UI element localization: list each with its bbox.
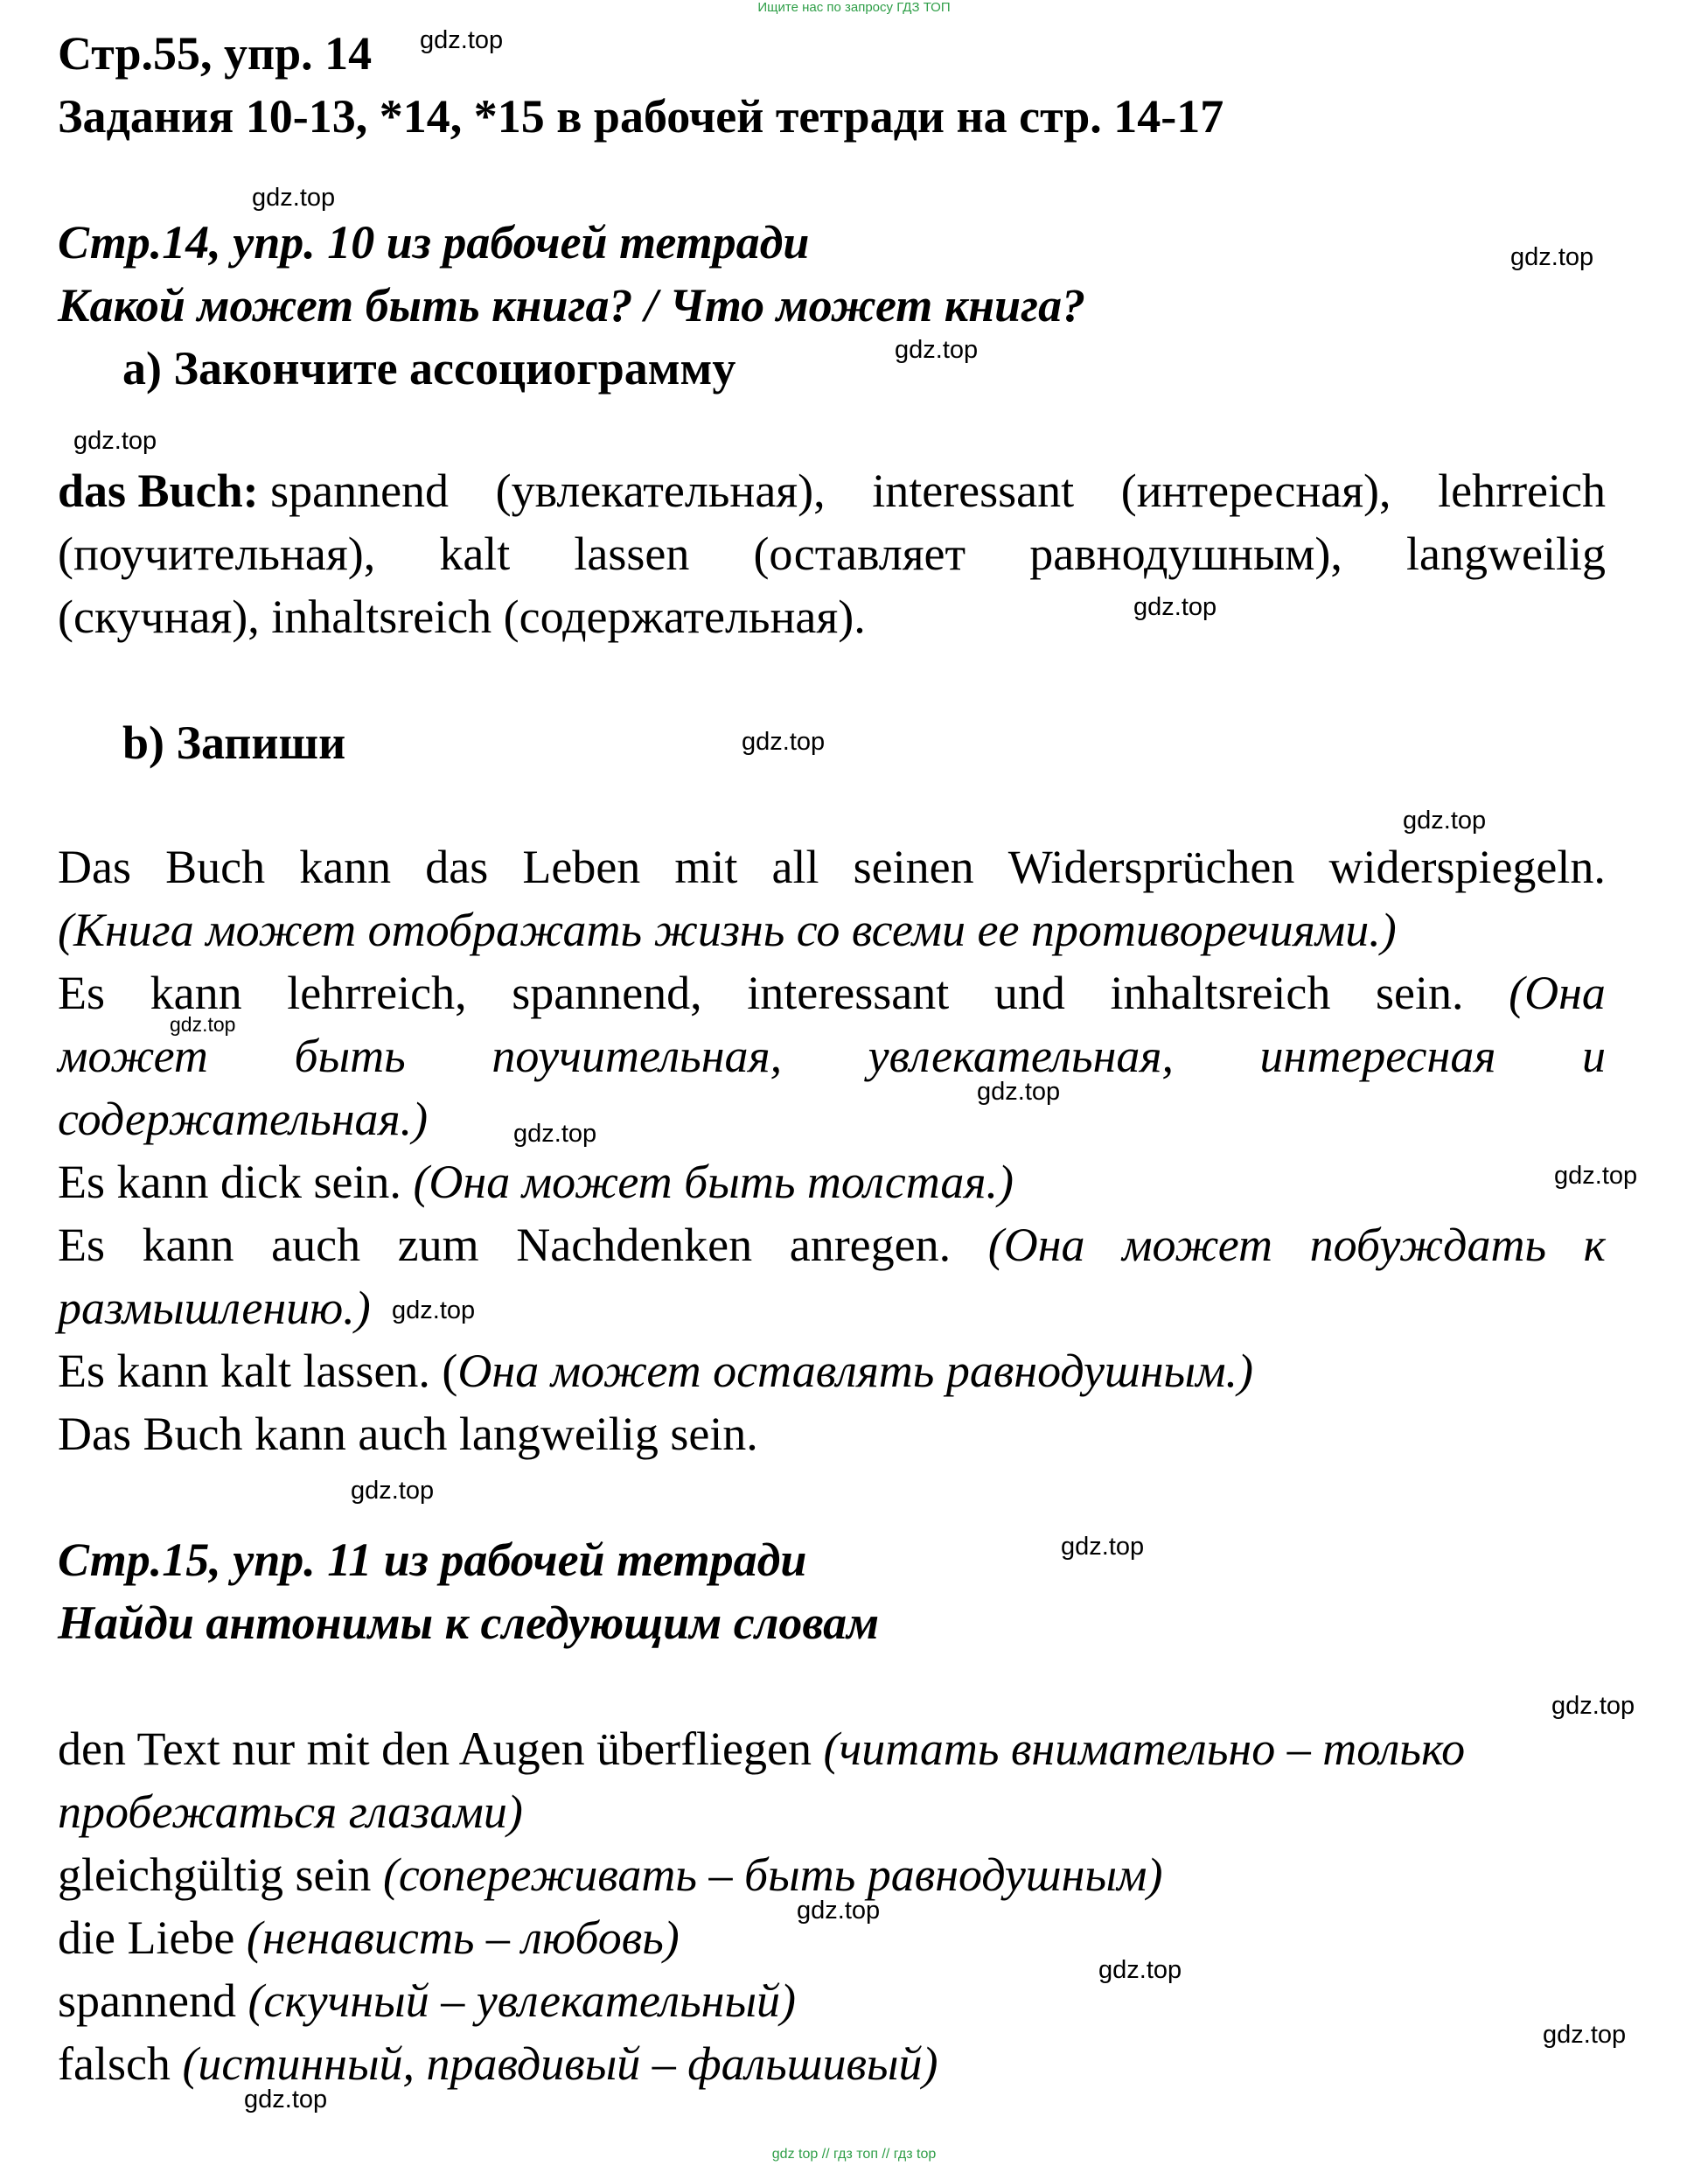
watermark: gdz.top: [1551, 1692, 1635, 1720]
tasks-heading: Задания 10-13, *14, *15 в рабочей тетради на стр. 14-17: [58, 90, 1224, 143]
part-b-line-3: Es kann lehrreich, spannend, interessant und inhaltsreich sein. (Она: [58, 967, 1606, 1019]
watermark: gdz.top: [1510, 243, 1594, 271]
watermark: gdz.top: [977, 1078, 1061, 1106]
watermark: gdz.top: [252, 184, 336, 212]
watermark: gdz.top: [1061, 1533, 1145, 1561]
antonym-item: пробежаться глазами): [58, 1785, 523, 1838]
watermark: gdz.top: [351, 1477, 435, 1505]
part-b-line-9: Es kann kalt lassen. (Она может оставлять равнодушным.): [58, 1345, 1254, 1397]
ex10-title: Стр.14, упр. 10 из рабочей тетради: [58, 216, 810, 269]
part-b-heading: b) Запиши: [122, 716, 346, 769]
watermark: gdz.top: [420, 26, 504, 54]
watermark: gdz.top: [1554, 1162, 1638, 1190]
ex11-title: Стр.15, упр. 11 из рабочей тетради: [58, 1534, 807, 1586]
watermark: gdz.top: [170, 1013, 236, 1036]
part-b-line-8: размышлению.): [58, 1282, 371, 1334]
part-b-line-6: Es kann dick sein. (Она может быть толстая.): [58, 1156, 1014, 1208]
part-b-line-1: Das Buch kann das Leben mit all seinen Widersprüchen widerspiegeln.: [58, 841, 1606, 893]
das-buch-label: das Buch:: [58, 465, 259, 517]
page-title: Стр.55, упр. 14: [58, 27, 373, 80]
part-b-line-2: (Книга может отображать жизнь со всеми ее противоречиями.): [58, 904, 1397, 956]
watermark: gdz.top: [244, 2086, 328, 2114]
watermark: gdz.top: [742, 728, 826, 756]
watermark: gdz.top: [73, 427, 157, 455]
ex11-subtitle: Найди антонимы к следующим словам: [58, 1597, 880, 1649]
part-b-line-10: Das Buch kann auch langweilig sein.: [58, 1408, 758, 1460]
part-a-line-1: das Buch: spannend (увлекательная), interessant (интересная), lehrreich: [58, 465, 1606, 517]
antonym-item: spannend (скучный – увлекательный): [58, 1974, 797, 2027]
part-a-line-2: (поучительная), kalt lassen (оставляет равнодушным), langweilig: [58, 528, 1606, 580]
part-a-heading: a) Закончите ассоциограмму: [122, 342, 736, 395]
antonym-item: den Text nur mit den Augen überfliegen (читать внимательно – только: [58, 1722, 1466, 1775]
watermark: gdz.top: [1543, 2021, 1627, 2049]
part-b-line-5: содержательная.): [58, 1093, 429, 1145]
antonym-item: die Liebe (ненависть – любовь): [58, 1911, 680, 1964]
part-a-line-3: (скучная), inhaltsreich (содержательная).: [58, 590, 866, 643]
watermark: gdz.top: [513, 1120, 597, 1148]
watermark: gdz.top: [1098, 1956, 1182, 1984]
watermark: gdz.top: [1403, 807, 1487, 835]
part-b-line-7: Es kann auch zum Nachdenken anregen. (Она может побуждать к: [58, 1219, 1606, 1271]
antonym-item: falsch (истинный, правдивый – фальшивый): [58, 2037, 938, 2090]
part-b-line-4: может быть поучительная, увлекательная, интересная и: [58, 1030, 1606, 1082]
watermark: gdz.top: [895, 336, 979, 364]
antonym-item: gleichgültig sein (сопереживать – быть равнодушным): [58, 1848, 1163, 1901]
top-search-link[interactable]: Ищите нас по запросу ГДЗ ТОП: [757, 0, 951, 15]
ex10-question: Какой может быть книга? / Что может книга?: [58, 279, 1086, 332]
watermark: gdz.top: [1133, 593, 1217, 621]
watermark: gdz.top: [392, 1296, 476, 1324]
watermark: gdz.top: [797, 1897, 881, 1925]
bottom-search-link[interactable]: gdz top // гдз топ // гдз top: [771, 2147, 937, 2162]
